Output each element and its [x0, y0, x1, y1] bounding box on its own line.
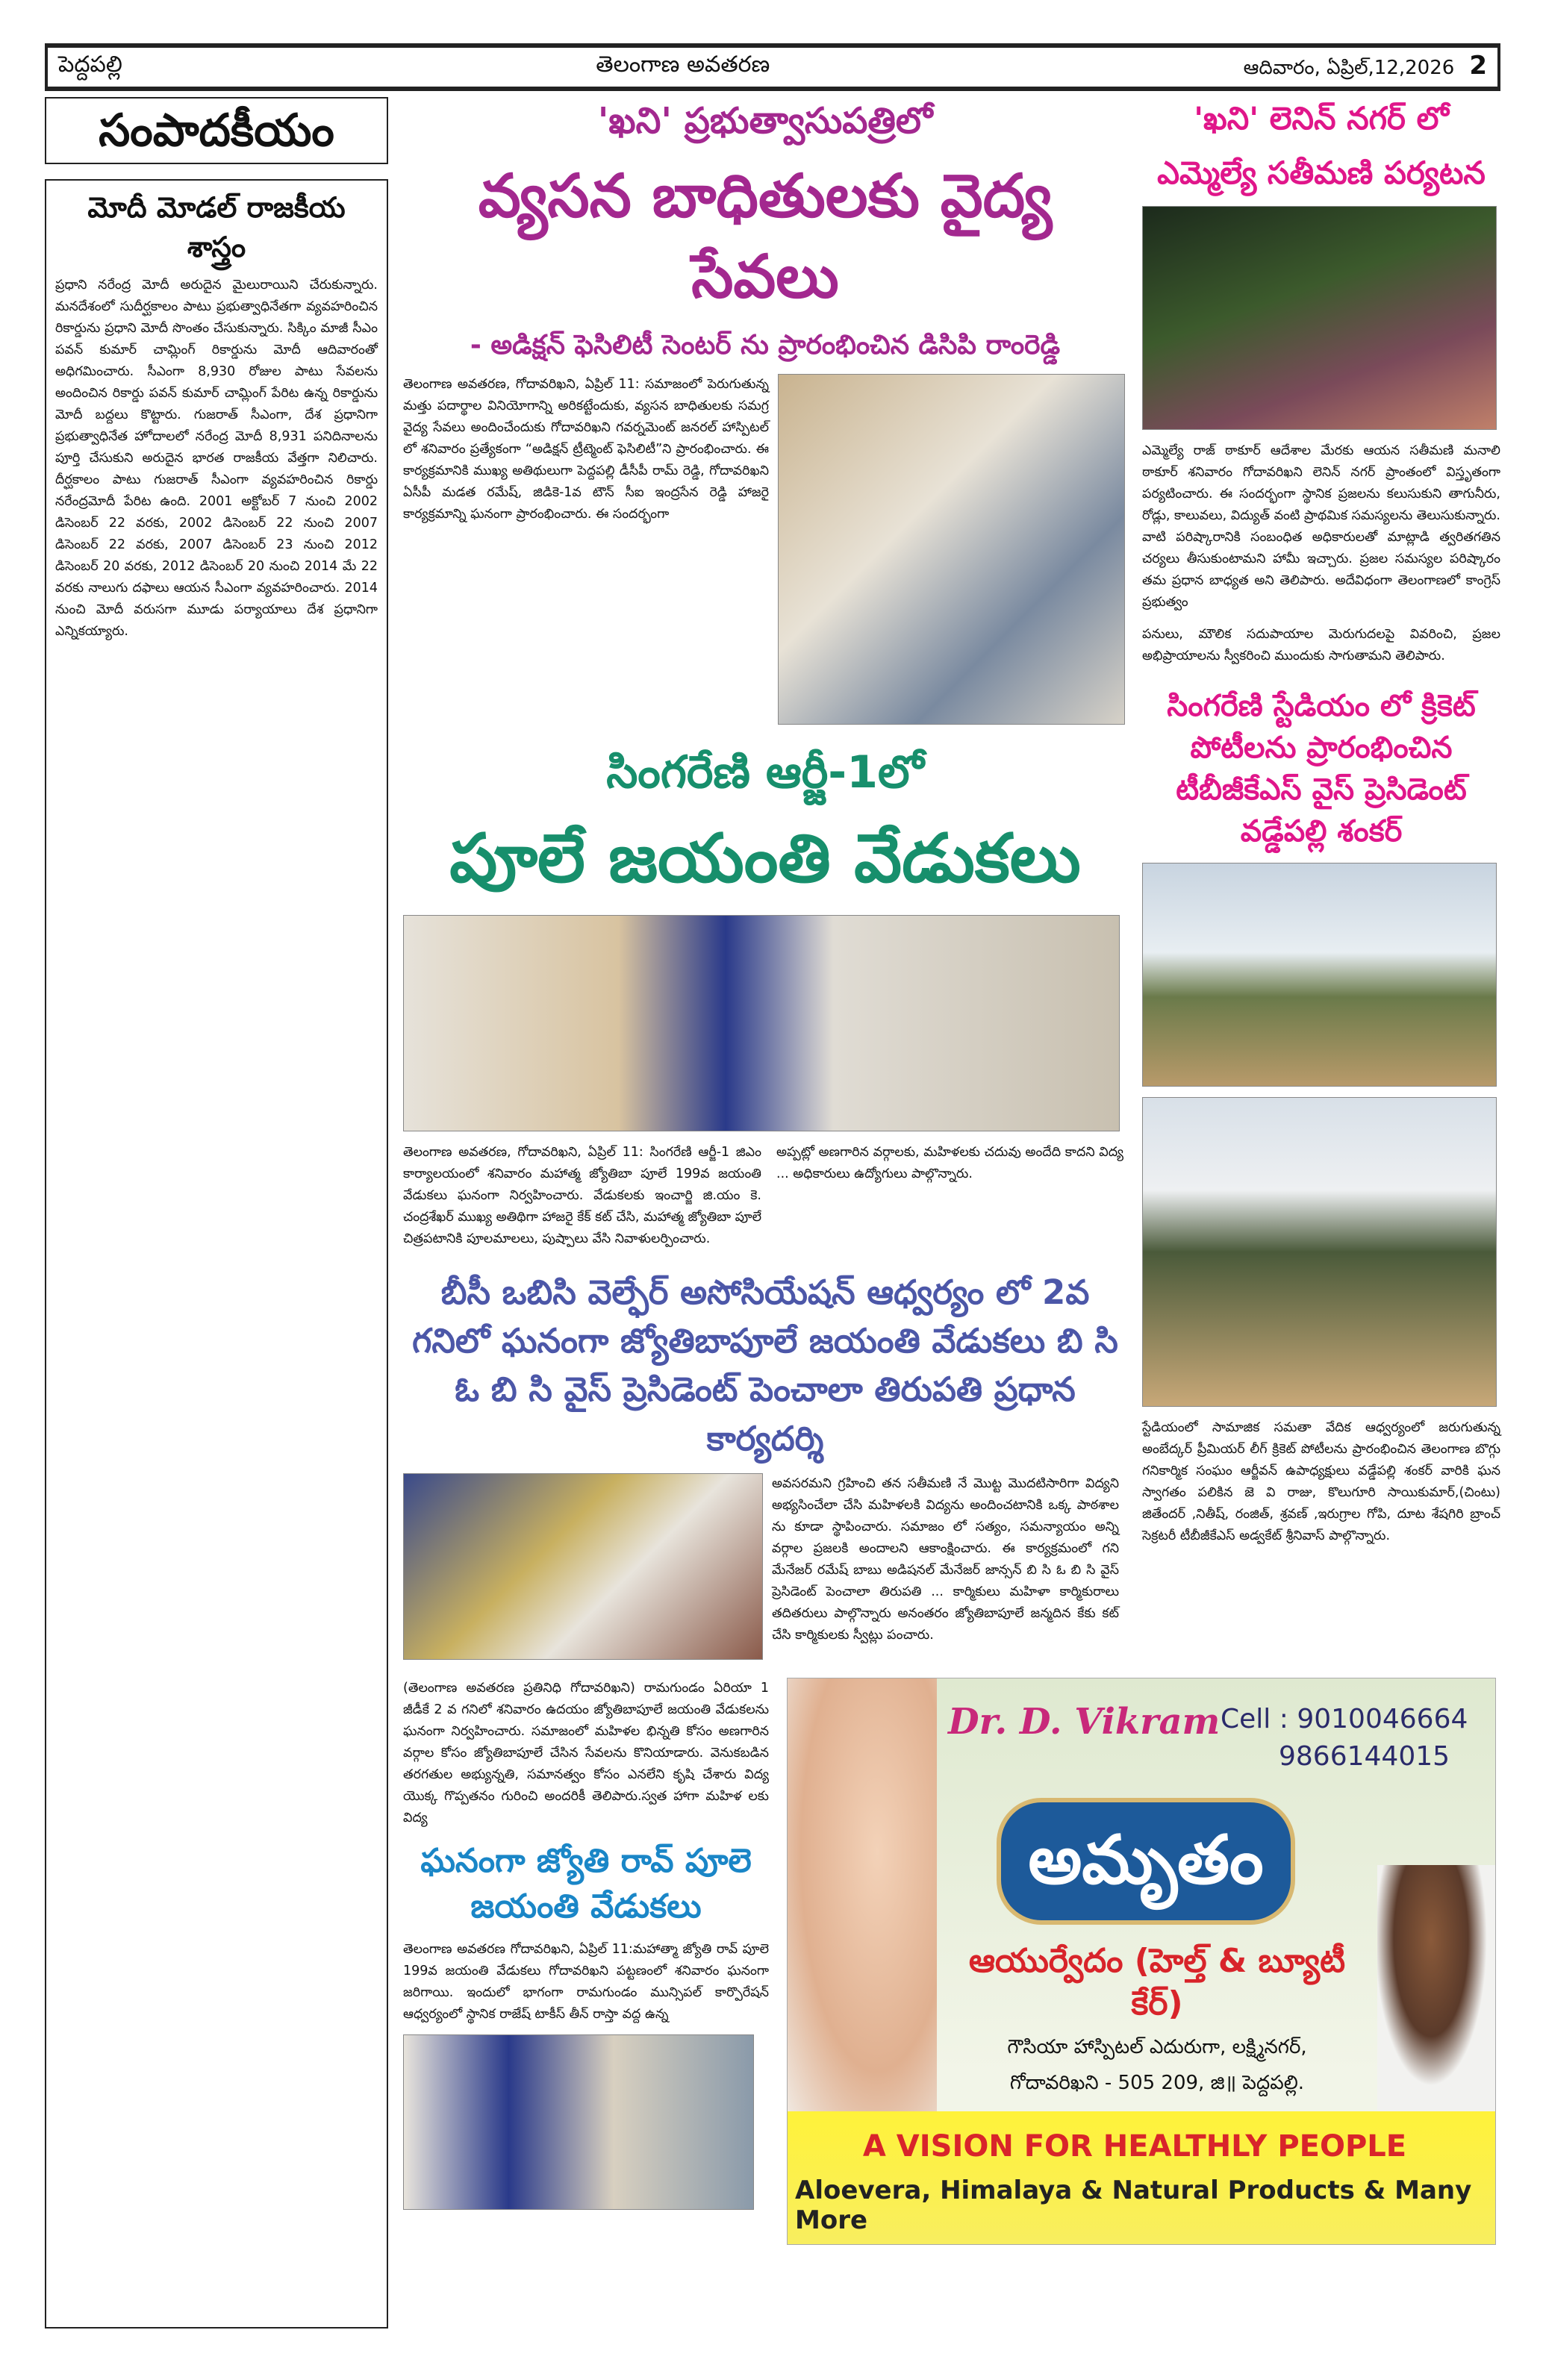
- lenin-headline-1: 'ఖని' లెనిన్ నగర్ లో: [1194, 100, 1449, 137]
- bottom-row: [403, 1678, 1500, 2245]
- cricket-handshake-photo: [1142, 1097, 1497, 1407]
- jyoti-column: [403, 1678, 769, 2210]
- middle-column: [403, 97, 1127, 1660]
- slogan-banner: [788, 2111, 1496, 2245]
- khani-subheadline: - అడిక్షన్ ఫెసిలిటీ సెంటర్ ను ప్రారంభించిన డిసిపి రాంరెడ్డి: [470, 329, 1061, 360]
- khani-body: తెలంగాణ అవతరణ, గోదావరిఖని, ఏప్రిల్ 11: సమాజంలో పెరుగుతున్న మత్తు పదార్థాల వినియోగాన్ని అరికట్టేందుకు, వ్యసన బాధితులకు సమగ్ర వైద్య సేవలు అందించేందుకు గోదావరిఖని గవర్నమెంట్ జనరల్ హాస్పిటల్ లో శనివారం ప్రత్యేకంగా “అడిక్షన్ ట్రీట్మెంట్ ఫెసిలిటీ”ని ప్రారంభించారు. ఈ కార్యక్రమానికి ముఖ్య అతిథులుగా పెద్దపల్లి డీసీపీ రామ్ రెడ్డి, గోదావరిఖని ఏసీపీ మడత రమేష్, జిడికె-1వ టౌన్ సీఐ ఇంద్రసేన రెడ్డి హాజరై కార్యక్రమాన్ని ఘనంగా ప్రారంభించారు. ఈ సందర్భంగా: [403, 377, 769, 522]
- phone-numbers: [1221, 1701, 1468, 1775]
- model-face-image: [788, 1678, 937, 2111]
- slogan: A VISION FOR HEALTHLY PEOPLE: [862, 2128, 1407, 2164]
- jyoti-rao-body: తెలంగాణ అవతరణ గోదావరిఖని, ఏప్రిల్ 11:మహాత్మా జ్యోతి రావ్ పూలె 199వ జయంతి వేడుకలు గోదావరిఖని పట్టణంలో శనివారం ఘనంగా జరిగాయి. ఇందులో భాగంగా రామగుండం మున్సిపల్ కార్పొరేషన్ ఆధ్వర్యంలో స్థానిక రాజేష్ టాకీస్ తీన్ రాస్తా వద్ద ఉన్న: [403, 1942, 769, 2023]
- ayurveda-tagline: ఆయుర్వేదం (హెల్త్ & బ్యూటీ కేర్): [968, 1941, 1346, 2023]
- main-area: [403, 97, 1500, 2245]
- khani-story-row: [403, 374, 1127, 725]
- singareni-body: తెలంగాణ అవతరణ, గోదావరిఖని, ఏప్రిల్ 11: సింగరేణి ఆర్జీ-1 జిఎం కార్యాలయంలో శనివారం మహాత్మ జ్యోతిబా పూలే 199వ జయంతి వేడుకలు ఘనంగా నిర్వహించారు. వేడుకలకు ఇంచార్జి జి.యం కె. చంద్రశేఖర్ ముఖ్య అతిథిగా హాజరై కేక్ కట్ చేసి, మహాత్మ జ్యోతిబా పూలే చిత్రపటానికి పూలమాలలు, పుష్పాలు వేసి నివాళులర్పించారు.: [403, 1144, 761, 1246]
- address-line-2: గోదావరిఖని - 505 209, జి॥ పెద్దపల్లి.: [1009, 2071, 1305, 2094]
- address-line-1: గౌసియా హాస్పిటల్ ఎదురుగా, లక్ష్మినగర్,: [1007, 2035, 1307, 2058]
- editorial-body: ప్రధాని నరేంద్ర మోదీ అరుదైన మైలురాయిని చేరుకున్నారు. మనదేశంలో సుదీర్ఘకాలం పాటు ప్రభుత్వాధినేతగా వ్యవహరించిన రికార్డును ప్రధాని మోదీ సొంతం చేసుకున్నారు. సిక్కిం మాజీ సీఎం పవన్ కుమార్ చామ్లింగ్ రికార్డును మోదీ ఆదివారంతో అధిగమించారు. సీఎంగా 8,930 రోజుల పాటు సేవలను అందించిన రికార్డు పవన్ కుమార్ చామ్లింగ్ పేరిట ఉన్న రికార్డును మోదీ బద్దలు కొట్టారు. గుజరాత్ సీఎంగా, దేశ ప్రధానిగా ప్రభుత్వాధినేత హోదాలలో నరేంద్ర మోదీ 8,931 పనిదినాలను పూర్తి చేసుకుని అరుదైన భారత రాజకీయ వేత్తగా నిలిచారు. దీర్ఘకాలం పాటు గుజరాత్ సీఎంగా వ్యవహరించిన రికార్డు నరేంద్రమోదీ పేరిట ఉంది. 2001 అక్టోబర్ 7 నుంచి 2002 డిసెంబర్ 22 వరకు, 2002 డిసెంబర్ 22 నుంచి 2007 డిసెంబర్ 22 వరకు, 2007 డిసెంబర్ 23 నుంచి 2012 డిసెంబర్ 20 వరకు, 2012 డిసెంబర్ 20 నుంచి 2014 మే 22 వరకు నాలుగు దఫాలు ఆయన సీఎంగా వ్యవహరించారు. 2014 నుంచి మోదీ వరుసగా మూడు పర్యాయాలు దేశ ప్రధానిగా ఎన్నికయ్యారు.: [55, 278, 378, 640]
- singareni-closing: అప్పట్లో అణగారిన వర్గాలకు, మహిళలకు చదువు అందేది కాదని విద్య ... అధికారులు ఉద్యోగులు పాల్గొన్నారు.: [776, 1144, 1123, 1181]
- singareni-story-row: [403, 1142, 1127, 1250]
- khani-headline: వ్యసన బాధితులకు వైద్య సేవలు: [478, 160, 1053, 311]
- cricket-headline: సింగరేణి స్టేడియం లో క్రికెట్ పోటీలను ప్రారంభించిన టీబీజీకేఎస్ వైస్ ప్రెసిడెంట్ వడ్డేపల్లి శంకర్: [1167, 688, 1476, 849]
- bc-obc-body-left: (తెలంగాణ అవతరణ ప్రతినిధి గోదావరిఖని) రామగుండం ఏరియా 1 జీడీకే 2 వ గనిలో శనివారం ఉదయం జ్యోతిబాపూలే జయంతి వేడుకలను ఘనంగా నిర్వహించారు. సమాజంలో మహిళల భిన్నతి కోసం అణగారిన వర్గాల కోసం జ్యోతిబాపూలే చేసిన సేవలను కొనియాడారు. వెనుకబడిన తరగతుల అభ్యున్నతి, సమానత్వం కోసం ఎనలేని కృషి చేశారు విద్య యొక్క గొప్పతనం గురించి అందరికీ తెలిపారు.స్వత హాగా మహిళ లకు విద్య: [403, 1680, 769, 1825]
- page-number: 2: [1469, 51, 1487, 81]
- cricket-team-photo: [1142, 863, 1497, 1087]
- cell-label: Cell :: [1221, 1703, 1288, 1734]
- khani-kicker: 'ఖని' ప్రభుత్వాసుపత్రిలో: [597, 100, 933, 142]
- phone-2: 9866144015: [1279, 1740, 1450, 1772]
- editorial-title: మోదీ మోడల్ రాజకీయ శాస్త్రం: [87, 191, 346, 264]
- cricket-body: స్టేడియంలో సామాజిక సమతా వేదిక ఆధ్వర్యంలో జరుగుతున్న అంబేద్కర్ ప్రీమియర్ లీగ్ క్రికెట్ పోటీలను ప్రారంభించిన తెలంగాణ బొగ్గు గనికార్మిక సంఘం ఆర్జీవన్ ఉపాధ్యక్షులు వడ్డేపల్లి శంకర్ వారికి ఘన స్వాగతం పలికిన జె వి రాజు, కొలుగూరి సాయికుమార్,(చింటు) జితేందర్ ,నితీష్, రంజిత్, శ్రవణ్ ,ఇరుగ్రాల గోపి, దూట శేషగిరి బ్రాంచ్ సెక్రటరీ టీబీజీకేఎస్ అడ్వకేట్ శ్రీనివాస్ పాల్గొన్నారు.: [1142, 1419, 1500, 1543]
- editorial-section-title: సంపాదకీయం: [45, 97, 388, 164]
- newspaper-name: తెలంగాణ అవతరణ: [596, 51, 770, 78]
- date-and-page: [1244, 51, 1487, 84]
- ribbon-cutting-photo: [778, 374, 1125, 725]
- phone-1: 9010046664: [1297, 1703, 1468, 1734]
- doctor-name: Dr. D. Vikram: [948, 1700, 1221, 1743]
- mla-wife-visit-photo: [1142, 206, 1497, 430]
- doctor-photo: [1377, 1865, 1496, 2111]
- jyoti-rao-headline: ఘనంగా జ్యోతి రావ్ పూలె జయంతి వేడుకలు: [420, 1841, 752, 1926]
- editorial-column: [45, 97, 388, 2329]
- page-header: [45, 43, 1500, 91]
- edition-name: పెద్దపల్లి: [58, 51, 122, 78]
- bc-obc-event-photo: [403, 1473, 763, 1660]
- singareni-headline: పూలే జయంతి వేడుకలు: [449, 819, 1081, 899]
- singareni-kicker: సింగరేణి ఆర్జీ-1లో: [606, 746, 924, 799]
- jyoti-rao-event-photo: [403, 2034, 754, 2210]
- lenin-closing: పనులు, మౌలిక సదుపాయాల మెరుగుదలపై వివరించి, ప్రజల అభిప్రాయాలను స్వీకరించి ముందుకు సాగుతామని తెలిపారు.: [1142, 626, 1500, 663]
- top-row: [403, 97, 1500, 1660]
- editorial-article: [45, 179, 388, 2329]
- right-column: [1142, 97, 1500, 1547]
- bc-obc-story-row: [403, 1473, 1127, 1660]
- bc-obc-headline: బీసీ ఒబిసి వెల్ఫేర్ అసోసియేషన్ ఆధ్వర్యం లో 2వ గనిలో ఘనంగా జ్యోతిబాపూలే జయంతి వేడుకలు బి సి ఓ బి సి వైస్ ప్రెసిడెంట్ పెంచాలా తిరుపతి ప్రధాన కార్యదర్శి: [412, 1272, 1118, 1458]
- amrutham-advertisement: [787, 1678, 1496, 2245]
- products-line: Aloevera, Himalaya & Natural Products & Many More: [795, 2175, 1472, 2235]
- lenin-headline-2: ఎమ్మెల్యే సతీమణి పర్యటన: [1157, 154, 1486, 191]
- issue-date: ఆదివారం, ఏప్రిల్,12,2026: [1243, 57, 1455, 79]
- bc-obc-body-right: అవసరమని గ్రహించి తన సతీమణి నే మొట్ట మొదటిసారిగా విద్యని అభ్యసించేలా చేసి మహిళలకి విద్యను అందించటానికి ఒక్క పాఠశాల ను కూడా స్థాపించారు. సమాజం లో సత్యం, సమన్యాయం అన్ని వర్గాల ప్రజలకి అందాలని ఆకాంక్షించారు. ఈ కార్యక్రమంలో గని మేనేజర్ రమేష్ బాబు అడిషనల్ మేనేజర్ జాన్సన్ బి సి ఓ బి సి వైస్ ప్రెసిడెంట్ పెంచాలా తిరుపతి ... కార్మికులు మహిళా కార్మికురాలు తదితరులు పాల్గొన్నారు అనంతరం జ్యోతిబాపూలే జన్మదిన కేకు కట్ చేసి కార్మికులకు స్వీట్లు పంచారు.: [772, 1475, 1119, 1643]
- amrutham-logo: అమృతం: [997, 1798, 1295, 1925]
- lenin-body: ఎమ్మెల్యే రాజ్ ఠాకూర్ ఆదేశాల మేరకు ఆయన సతీమణి మనాలి ఠాకూర్ శనివారం గోదావరిఖని లెనిన్ నగర్ ప్రాంతంలో విస్తృతంగా పర్యటించారు. ఈ సందర్భంగా స్థానిక ప్రజలను కలుసుకుని తాగునీరు, రోడ్లు, కాలువలు, విద్యుత్ వంటి ప్రాథమిక సమస్యలను తెలుసుకున్నారు. వాటి పరిష్కారానికి సంబంధిత అధికారులతో మాట్లాడి త్వరితగతిన చర్యలు తీసుకుంటామని హామీ ఇచ్చారు. ప్రజల సమస్యల పరిష్కారం తమ ప్రధాన బాధ్యత అని తెలిపారు. అదేవిధంగా తెలంగాణలో కాంగ్రెస్ ప్రభుత్వం: [1142, 443, 1500, 610]
- clinic-address: [944, 2029, 1370, 2101]
- jayanti-celebration-photo: [403, 915, 1120, 1131]
